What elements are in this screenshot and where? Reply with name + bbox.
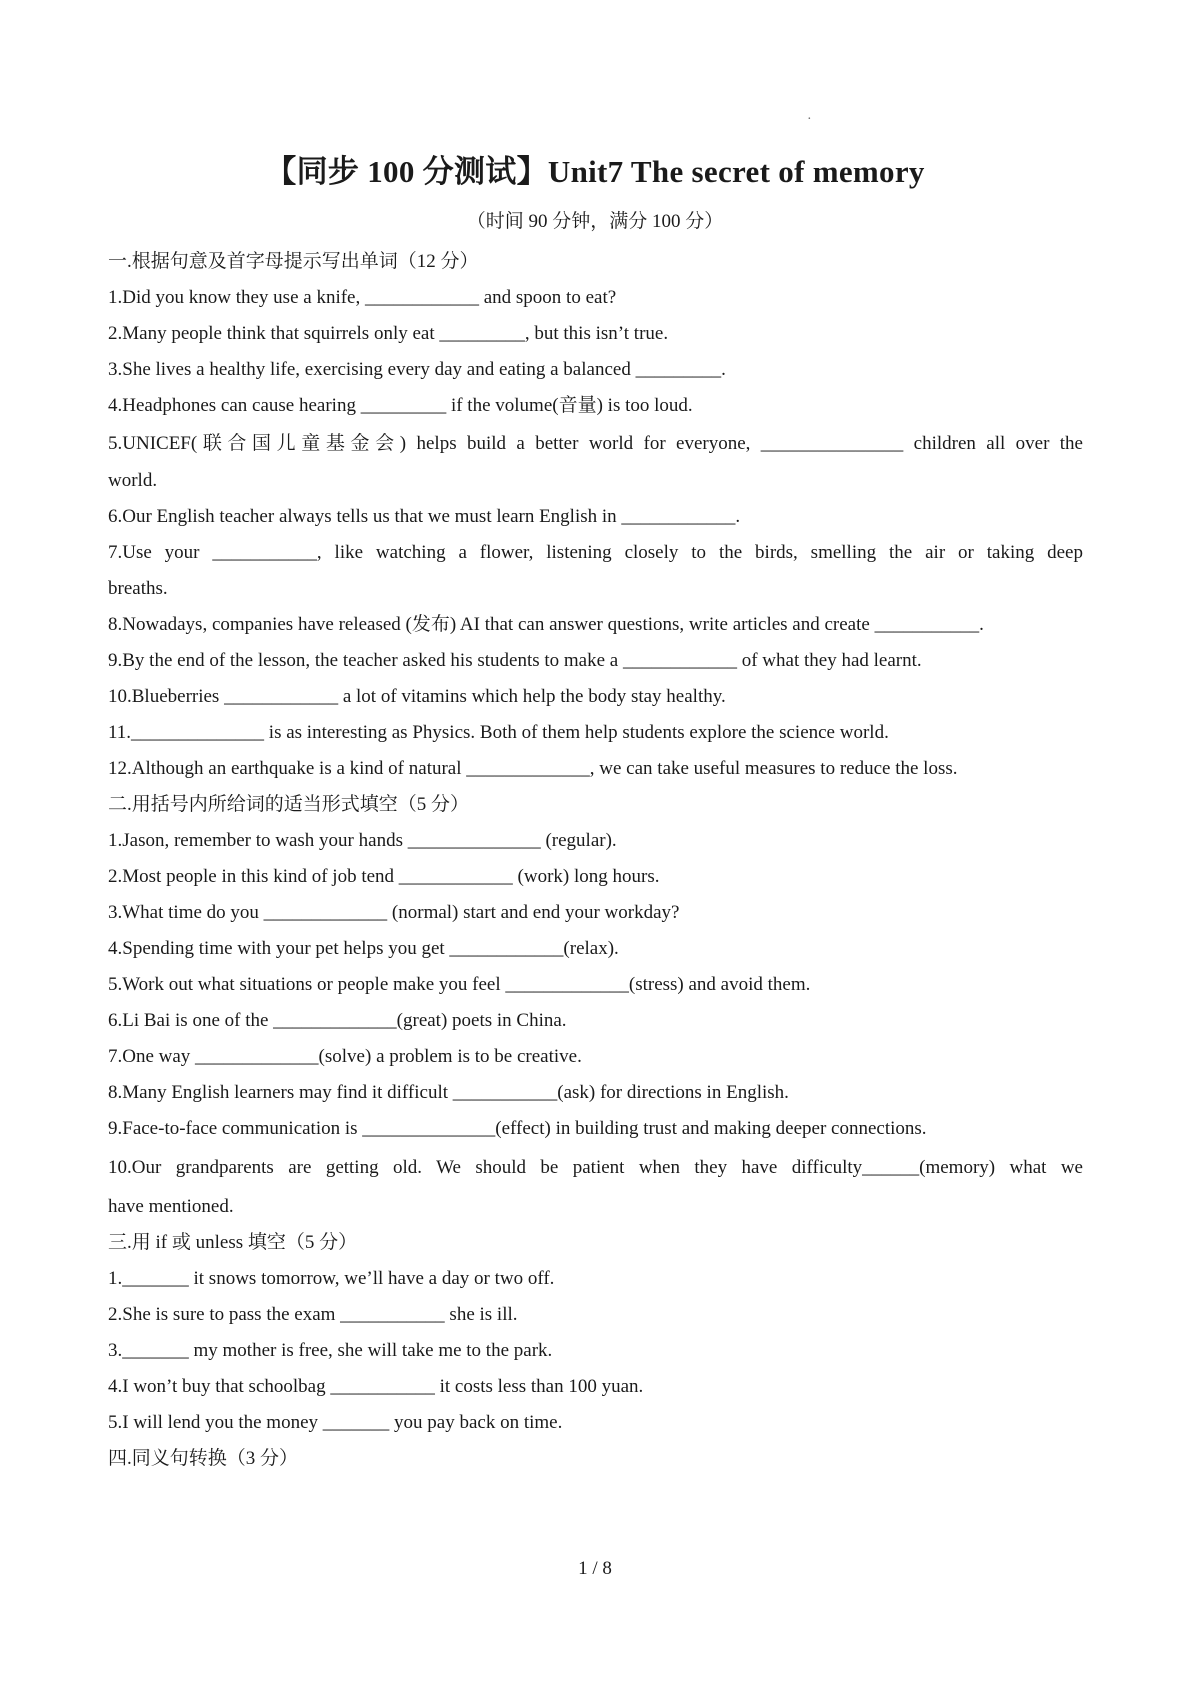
question-line: 5.Work out what situations or people make you feel _____________(stress) and avoid them. [108, 974, 811, 995]
question-line: 12.Although an earthquake is a kind of natural _____________, we can take useful measures to reduce the loss. [108, 758, 958, 779]
question-line: 8.Many English learners may find it difficult ___________(ask) for directions in English. [108, 1082, 789, 1103]
question-line: 7.One way _____________(solve) a problem is to be creative. [108, 1046, 582, 1067]
question-line: 2.She is sure to pass the exam ___________ she is ill. [108, 1304, 518, 1325]
document-body [108, 244, 1083, 1477]
question-line: 6.Our English teacher always tells us that we must learn English in ____________. [108, 506, 741, 527]
question-line: 11.______________ is as interesting as Physics. Both of them help students explore the science world. [108, 722, 889, 743]
section-heading: 一.根据句意及首字母提示写出单词（12 分） [108, 251, 479, 272]
page-number: 1 / 8 [578, 1558, 612, 1579]
question-line: 2.Many people think that squirrels only eat _________, but this isn’t true. [108, 323, 669, 344]
question-continuation: have mentioned. [108, 1196, 234, 1217]
section-heading: 四.同义句转换（3 分） [108, 1448, 299, 1469]
question-line: 9.By the end of the lesson, the teacher asked his students to make a ____________ of what they had learnt. [108, 650, 922, 671]
question-line: 1._______ it snows tomorrow, we’ll have a day or two off. [108, 1268, 555, 1289]
decorative-dot: · [807, 112, 812, 127]
question-line: 8.Nowadays, companies have released (发布) AI that can answer questions, write articles and create ___________. [108, 614, 984, 635]
question-line: 9.Face-to-face communication is ______________(effect) in building trust and making deeper connections. [108, 1118, 927, 1139]
question-line: 3._______ my mother is free, she will take me to the park. [108, 1340, 553, 1361]
question-line: 3.What time do you _____________ (normal) start and end your workday? [108, 902, 680, 923]
question-continuation: world. [108, 470, 158, 491]
question-line: 2.Most people in this kind of job tend ____________ (work) long hours. [108, 866, 660, 887]
question-line: 5.UNICEF(联合国儿童基金会) helps build a better world for everyone, _______________ children all over the [108, 433, 1083, 454]
question-line: 5.I will lend you the money _______ you pay back on time. [108, 1412, 563, 1433]
question-line: 10.Blueberries ____________ a lot of vitamins which help the body stay healthy. [108, 686, 726, 707]
question-line: 7.Use your ___________, like watching a flower, listening closely to the birds, smelling the air or taking deep [108, 542, 1083, 563]
question-line: 4.Headphones can cause hearing _________ if the volume(音量) is too loud. [108, 395, 693, 416]
question-continuation: breaths. [108, 578, 168, 599]
question-line: 1.Jason, remember to wash your hands ______________ (regular). [108, 830, 617, 851]
question-line: 6.Li Bai is one of the _____________(great) poets in China. [108, 1010, 567, 1031]
section-heading: 三.用 if 或 unless 填空（5 分） [108, 1232, 358, 1253]
page-subtitle: （时间 90 分钟，满分 100 分） [466, 211, 724, 232]
question-line: 10.Our grandparents are getting old. We should be patient when they have difficulty______(memory) what we [108, 1157, 1083, 1178]
question-line: 4.I won’t buy that schoolbag ___________ it costs less than 100 yuan. [108, 1376, 644, 1397]
question-line: 4.Spending time with your pet helps you get ____________(relax). [108, 938, 619, 959]
question-line: 1.Did you know they use a knife, ____________ and spoon to eat? [108, 287, 617, 308]
section-heading: 二.用括号内所给词的适当形式填空（5 分） [108, 794, 470, 815]
page-title: 【同步 100 分测试】Unit7 The secret of memory [265, 154, 925, 189]
question-line: 3.She lives a healthy life, exercising every day and eating a balanced _________. [108, 359, 726, 380]
